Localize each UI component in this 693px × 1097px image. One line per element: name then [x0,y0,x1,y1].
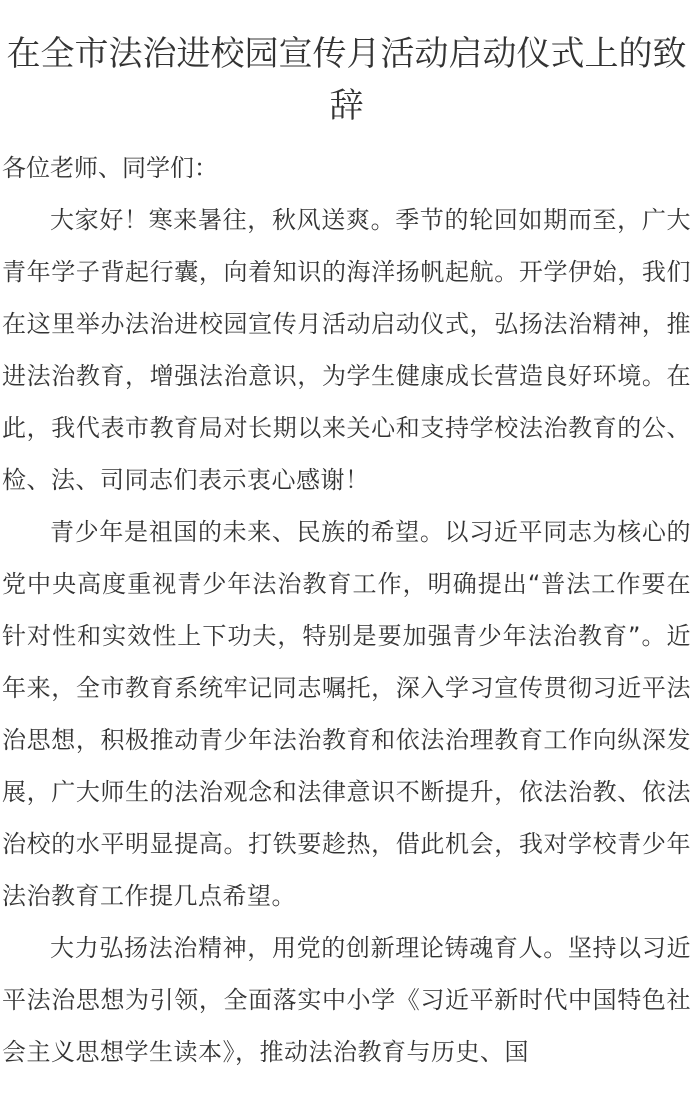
paragraph-hope-one: 大力弘扬法治精神，用党的创新理论铸魂育人。坚持以习近平法治思想为引领，全面落实中小学《习近平新时代中国特色社会主义思想学生读本》，推动法治教育与历史、国 [2,934,691,1066]
document-title: 在全市法治进校园宣传月活动启动仪式上的致辞 [6,34,687,126]
paragraph-background: 青少年是祖国的未来、民族的希望。以习近平同志为核心的党中央高度重视青少年法治教育工作，明确提出“普法工作要在针对性和实效性上下功夫，特别是要加强青少年法治教育”。近年来，全市教育系统牢记同志嘱托，深入学习宣传贯彻习近平法治思想，积极推动青少年法治教育和依法治理教育工作向纵深发展，广大师生的法治观念和法律意识不断提升，依法治教、依法治校的水平明显提高。打铁要趁热，借此机会，我对学校青少年法治教育工作提几点希望。 [2,518,691,910]
paragraph-greeting: 大家好！寒来暑往，秋风送爽。季节的轮回如期而至，广大青年学子背起行囊，向着知识的海洋扬帆起航。开学伊始，我们在这里举办法治进校园宣传月活动启动仪式，弘扬法治精神，推进法治教育，增强法治意识，为学生健康成长营造良好环境。在此，我代表市教育局对长期以来关心和支持学校法治教育的公、检、法、司同志们表示衷心感谢！ [2,206,691,494]
salutation: 各位老师、同学们： [2,154,218,182]
